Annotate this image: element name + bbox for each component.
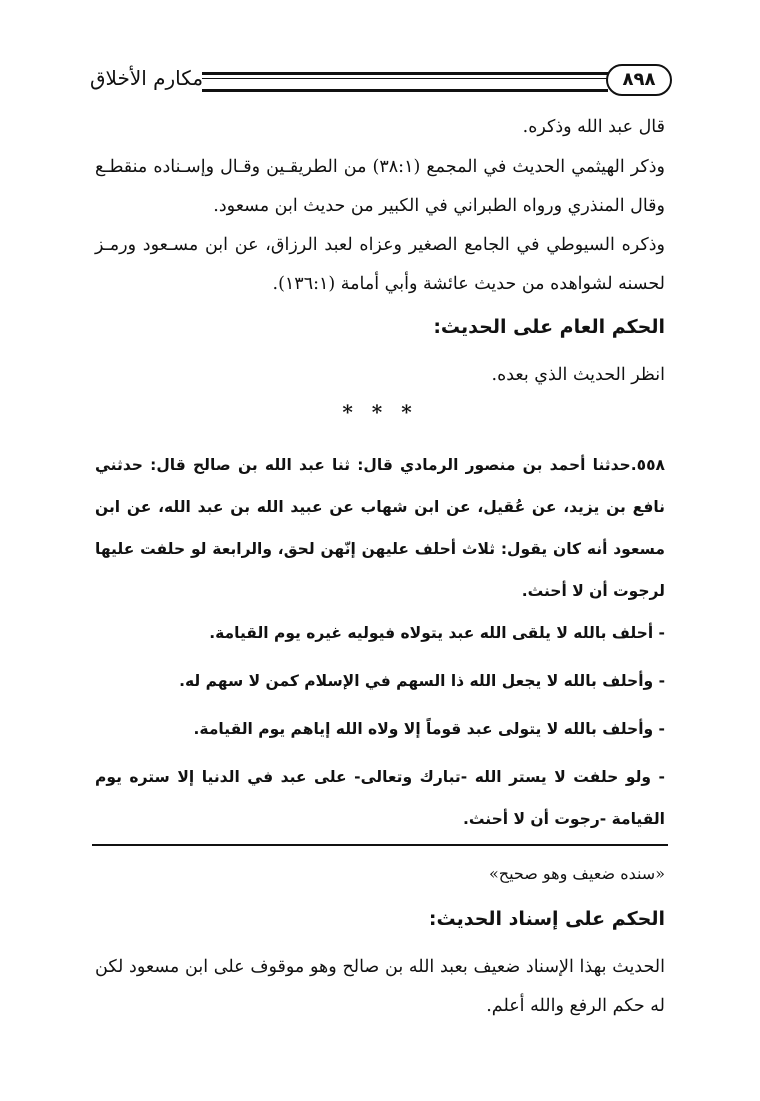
body-paragraph-4 bbox=[95, 356, 665, 395]
paragraph: انظر الحديث الذي بعده. bbox=[491, 365, 665, 385]
page-header bbox=[90, 64, 672, 102]
body-paragraph-5 bbox=[95, 948, 665, 1026]
hadith-text bbox=[95, 444, 665, 612]
grade-note bbox=[95, 854, 665, 893]
list-item: - وأحلف بالله لا يتولى عبد قوماً إلا ولاه الله إياهم يوم القيامة. bbox=[193, 720, 665, 738]
paragraph: قال عبد الله وذكره. bbox=[522, 117, 665, 137]
list-item: - وأحلف بالله لا يجعل الله ذا السهم في الإسلام كمن لا سهم له. bbox=[179, 672, 665, 690]
divider-line bbox=[92, 844, 668, 846]
list-item: - أحلف بالله لا يلقى الله عبد يتولاه فيوليه غيره يوم القيامة. bbox=[209, 624, 665, 642]
paragraph: وذكره السيوطي في الجامع الصغير وعزاه لعبد الرزاق، عن ابن مسـعود ورمـز لحسنه لشواهده من حديث عائشة وأبي أمامة (١٣٦:١). bbox=[95, 235, 665, 294]
section-heading-2 bbox=[95, 900, 665, 939]
heading: الحكم العام على الحديث: bbox=[433, 316, 665, 338]
oath-item-3 bbox=[95, 708, 665, 750]
oath-item-1 bbox=[95, 612, 665, 654]
paragraph: الحديث بهذا الإسناد ضعيف بعبد الله بن صالح وهو موقوف على ابن مسعود لكن له حكم الرفع والله أعلم. bbox=[95, 957, 665, 1016]
hadith-paragraph: ٥٥٨.حدثنا أحمد بن منصور الرمادي قال: ثنا عبد الله بن صالح قال: حدثني نافع بن يزيد، عن عُقيل، عن ابن شهاب عن عبيد الله بن عبد الله، عن ابن مسعود أنه كان يقول: ثلاث أحلف عليهن إنّهن لحق، والرابعة لو حلفت عليها لرجوت أن لا أحنث. bbox=[95, 456, 665, 600]
body-paragraph-1 bbox=[95, 108, 665, 147]
oath-item-2 bbox=[95, 660, 665, 702]
grade-text: «سنده ضعيف وهو صحيح» bbox=[488, 864, 665, 883]
oath-item-4 bbox=[95, 756, 665, 840]
page-number: ٨٩٨ bbox=[606, 64, 672, 96]
body-paragraph-3 bbox=[95, 226, 665, 304]
header-rule bbox=[202, 72, 608, 92]
book-title: مكارم الأخلاق bbox=[90, 66, 204, 90]
paragraph: وذكر الهيثمي الحديث في المجمع (٣٨:١) من الطريقـين وقـال وإسـناده منقطـع وقال المنذري ورواه الطبراني في الكبير من حديث ابن مسعود. bbox=[95, 157, 666, 216]
list-item: - ولو حلفت لا يستر الله -تبارك وتعالى- على عبد في الدنيا إلا ستره يوم القيامة -رجوت أن لا أحنث. bbox=[95, 768, 665, 828]
section-heading-1 bbox=[95, 308, 665, 347]
section-separator: * * * bbox=[342, 400, 418, 424]
heading: الحكم على إسناد الحديث: bbox=[428, 908, 665, 930]
body-paragraph-2 bbox=[95, 148, 665, 226]
